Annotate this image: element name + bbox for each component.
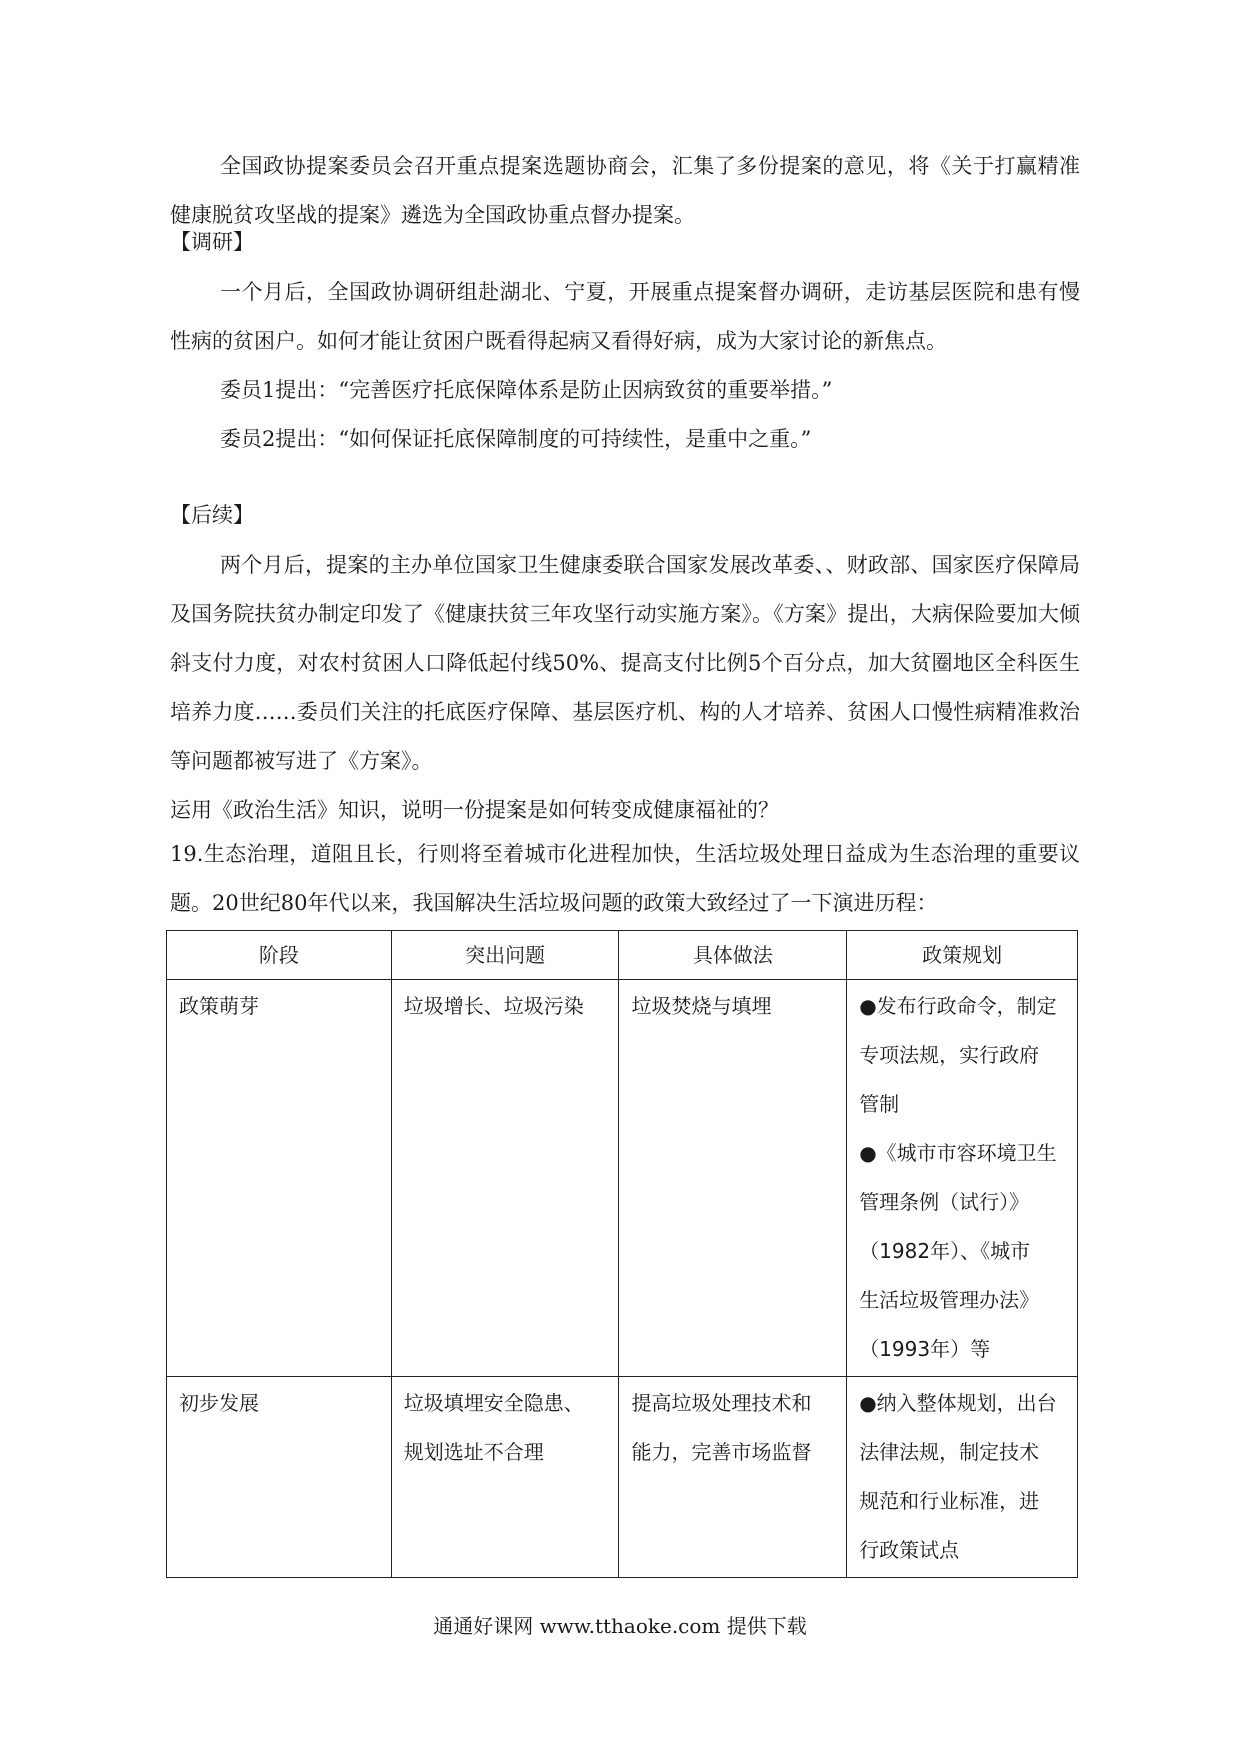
paragraph-follow-up: 两个月后，提案的主办单位国家卫生健康委联合国家发展改革委、、财政部、国家医疗保障局及国务院扶贫办制定印发了《健康扶贫三年攻坚行动实施方案》。《方案》提出，大病保险要加大倾斜支付力度，对农村贫困人口降低起付线50%、提高支付比例5个百分点，加大贫圈地区全科医生培养力度……委员们关注的托底医疗保障、基层医疗机、构的人才培养、贫困人口慢性病精准救治等问题都被写进了《方案》。	[170, 553, 1080, 773]
header-policy: 政策规划	[847, 931, 1078, 980]
cell-problem	[391, 1377, 619, 1578]
policy-line: （1993年）等	[859, 1337, 991, 1361]
policy-line: 行政策试点	[859, 1538, 960, 1562]
policy-line: ●发布行政命令，制定	[859, 994, 1057, 1018]
cell-problem: 垃圾增长、垃圾污染	[391, 980, 619, 1377]
policy-line: 管制	[859, 1092, 900, 1116]
practice-line: 提高垃圾处理技术和	[631, 1391, 812, 1415]
heading-follow-up: 【后续】	[170, 503, 254, 527]
practice-line: 能力，完善市场监督	[631, 1440, 812, 1464]
paragraph-proposal-selection: 全国政协提案委员会召开重点提案选题协商会，汇集了多份提案的意见，将《关于打赢精准健康脱贫攻坚战的提案》遴选为全国政协重点督办提案。	[170, 154, 1080, 227]
question-18: 运用《政治生活》知识，说明一份提案是如何转变成健康福祉的？	[170, 798, 779, 822]
policy-evolution-table	[166, 930, 1078, 1578]
table-row	[167, 1377, 1078, 1578]
paragraph-research: 一个月后，全国政协调研组赴湖北、宁夏，开展重点提案督办调研，走访基层医院和患有慢性病的贫困户。如何才能让贫困户既看得起病又看得好病，成为大家讨论的新焦点。	[170, 280, 1080, 353]
cell-stage: 初步发展	[167, 1377, 392, 1578]
cell-policy	[847, 1377, 1078, 1578]
policy-line: 法律法规，制定技术	[859, 1440, 1040, 1464]
policy-line: 生活垃圾管理办法》	[859, 1288, 1040, 1312]
heading-research: 【调研】	[170, 230, 254, 254]
paragraph-member1: 委员1提出：“完善医疗托底保障体系是防止因病致贫的重要举措。”	[220, 378, 833, 402]
policy-line: 规范和行业标准，进	[859, 1489, 1040, 1513]
header-problem: 突出问题	[391, 931, 619, 980]
question-19: 19.生态治理，道阻且长，行则将至着城市化进程加快，生活垃圾处理日益成为生态治理的重要议题。20世纪80年代以来，我国解决生活垃圾问题的政策大致经过了一下演进历程：	[170, 842, 1080, 915]
header-practice: 具体做法	[619, 931, 847, 980]
cell-policy	[847, 980, 1078, 1377]
header-stage: 阶段	[167, 931, 392, 980]
page-footer: 通通好课网 www.tthaoke.com 提供下载	[433, 1614, 807, 1638]
problem-line: 垃圾填埋安全隐患、	[403, 1391, 584, 1415]
paragraph-member2: 委员2提出：“如何保证托底保障制度的可持续性，是重中之重。”	[220, 427, 812, 451]
policy-line: 管理条例（试行）》	[859, 1190, 1030, 1214]
cell-practice: 垃圾焚烧与填埋	[619, 980, 847, 1377]
policy-line: 专项法规，实行政府	[859, 1043, 1040, 1067]
cell-practice	[619, 1377, 847, 1578]
policy-line: （1982年）、《城市	[859, 1239, 1031, 1263]
policy-line: ●纳入整体规划，出台	[859, 1391, 1057, 1415]
problem-line: 规划选址不合理	[403, 1440, 544, 1464]
cell-stage: 政策萌芽	[167, 980, 392, 1377]
table-header-row	[167, 931, 1078, 980]
policy-line: ●《城市市容环境卫生	[859, 1141, 1057, 1165]
table-row	[167, 980, 1078, 1377]
